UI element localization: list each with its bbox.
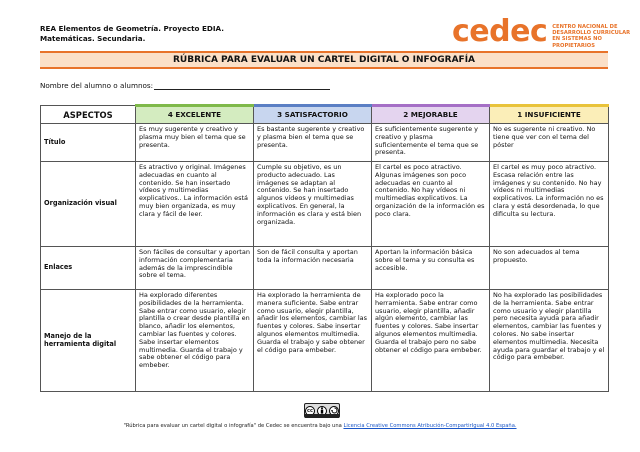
table-cell: Son de fácil consulta y aportan toda la información necesaria — [254, 247, 372, 290]
table-row — [41, 290, 609, 392]
logo-word: cedec — [452, 14, 548, 49]
table-header-row — [41, 106, 609, 124]
table-cell: Aportan la información básica sobre el tema y su consulta es accesible. — [372, 247, 490, 290]
header-insuficiente: 1 INSUFICIENTE — [490, 106, 609, 124]
page-title: RÚBRICA PARA EVALUAR UN CARTEL DIGITAL O INFOGRAFÍA — [40, 51, 608, 69]
table-cell: Es suficientemente sugerente y creativo y plasma suficientemente el tema que se presenta. — [372, 124, 490, 162]
table-row — [41, 124, 609, 162]
header-aspects: ASPECTOS — [41, 106, 136, 124]
table-row — [41, 247, 609, 290]
license-text: "Rúbrica para evaluar un cartel digital o infografía" de Cedec se encuentra bajo una — [123, 423, 344, 429]
aspect-enlaces: Enlaces — [41, 247, 136, 290]
aspect-manejo-herramienta: Manejo de la herramienta digital — [41, 290, 136, 392]
header-satisfactorio: 3 SATISFACTORIO — [254, 106, 372, 124]
logo-sub-line-1: CENTRO NACIONAL DE — [552, 24, 618, 30]
table-row — [41, 162, 609, 247]
table-cell: Ha explorado poco la herramienta. Sabe entrar como usuario, elegir plantilla, añadir algún elemento, cambiar las fuentes y colores. Sabe insertar algunos elementos multimedia. Guarda el trabajo pero no sabe obtener el código para embeber. — [372, 290, 490, 392]
student-name-field[interactable] — [154, 82, 330, 90]
table-cell: Cumple su objetivo, es un producto adecuado. Las imágenes se adaptan al contenido. Se han insertado algunos vídeos y multimedias explicativos. En general, la información es clara y está bien organizada. — [254, 162, 372, 247]
table-cell: Ha explorado la herramienta de manera suficiente. Sabe entrar como usuario, elegir plantilla, añadir los elementos, cambiar las fuentes y colores. Sabe insertar algunos elementos multimedia. Guarda el trabajo y sabe obtener el código para embeber. — [254, 290, 372, 392]
table-cell: Es bastante sugerente y creativo y plasma bien el tema que se presenta. — [254, 124, 372, 162]
table-cell: Son fáciles de consultar y aportan información complementaria además de la imprescindible sobre el tema. — [136, 247, 254, 290]
aspect-titulo: Título — [41, 124, 136, 162]
rubric-table — [40, 104, 609, 392]
table-cell: Es muy sugerente y creativo y plasma muy bien el tema que se presenta. — [136, 124, 254, 162]
student-name-label: Nombre del alumno o alumnos: — [40, 81, 154, 90]
header-text — [40, 24, 224, 44]
license-link[interactable]: Licencia Creative Commons Atribución-CompartirIgual 4.0 España. — [343, 423, 517, 429]
table-cell: No son adecuados al tema propuesto. — [490, 247, 609, 290]
header-mejorable: 2 MEJORABLE — [372, 106, 490, 124]
cc-icon: cc — [305, 406, 315, 416]
header-line-2: Matemáticas. Secundaria. — [40, 34, 146, 43]
cc-badge-strip — [305, 414, 339, 418]
cc-license-badge[interactable] — [304, 403, 340, 418]
table-cell: El cartel es muy poco atractivo. Escasa relación entre las imágenes y su contenido. No hay vídeos ni multimedias explicativos. La información no es clara y está desordenada, lo que dificulta su lectura. — [490, 162, 609, 247]
license-footer — [0, 423, 640, 429]
table-cell: No es sugerente ni creativo. No tiene que ver con el tema del póster — [490, 124, 609, 162]
logo-sub-line-2: DESARROLLO CURRICULAR — [552, 30, 631, 37]
student-name-row — [40, 81, 330, 90]
table-cell: Ha explorado diferentes posibilidades de la herramienta. Sabe entrar como usuario, elegir plantilla o crear desde plantilla en blanco, añadir los elementos, cambiar las fuentes y colores. Sabe insertar elementos multimedia. Guarda el trabajo y sabe obtener el código para embeber. — [136, 290, 254, 392]
cedec-logo — [452, 14, 640, 49]
logo-sub-line-3: EN SISTEMAS NO PROPIETARIOS — [552, 36, 602, 49]
header-excelente: 4 EXCELENTE — [136, 106, 254, 124]
table-cell: No ha explorado las posibilidades de la herramienta. Sabe entrar como usuario y elegir plantilla pero necesita ayuda para añadir elementos, cambiar las fuentes y colores. No sabe insertar elementos multimedia. Necesita ayuda para guardar el trabajo y el código para embeber. — [490, 290, 609, 392]
table-cell: El cartel es poco atractivo. Algunas imágenes son poco adecuadas en cuanto al contenido. No hay vídeos ni multimedias explicativos. La organización de la información es poco clara. — [372, 162, 490, 247]
logo-subtitle — [552, 24, 640, 49]
table-cell: Es atractivo y original. Imágenes adecuadas en cuanto al contenido. Se han insertado vídeos y multimedias explicativos.. La información está muy bien organizada, es muy clara y fácil de leer. — [136, 162, 254, 247]
header-line-1: REA Elementos de Geometría. Proyecto EDIA. — [40, 24, 224, 33]
aspect-organizacion-visual: Organización visual — [41, 162, 136, 247]
